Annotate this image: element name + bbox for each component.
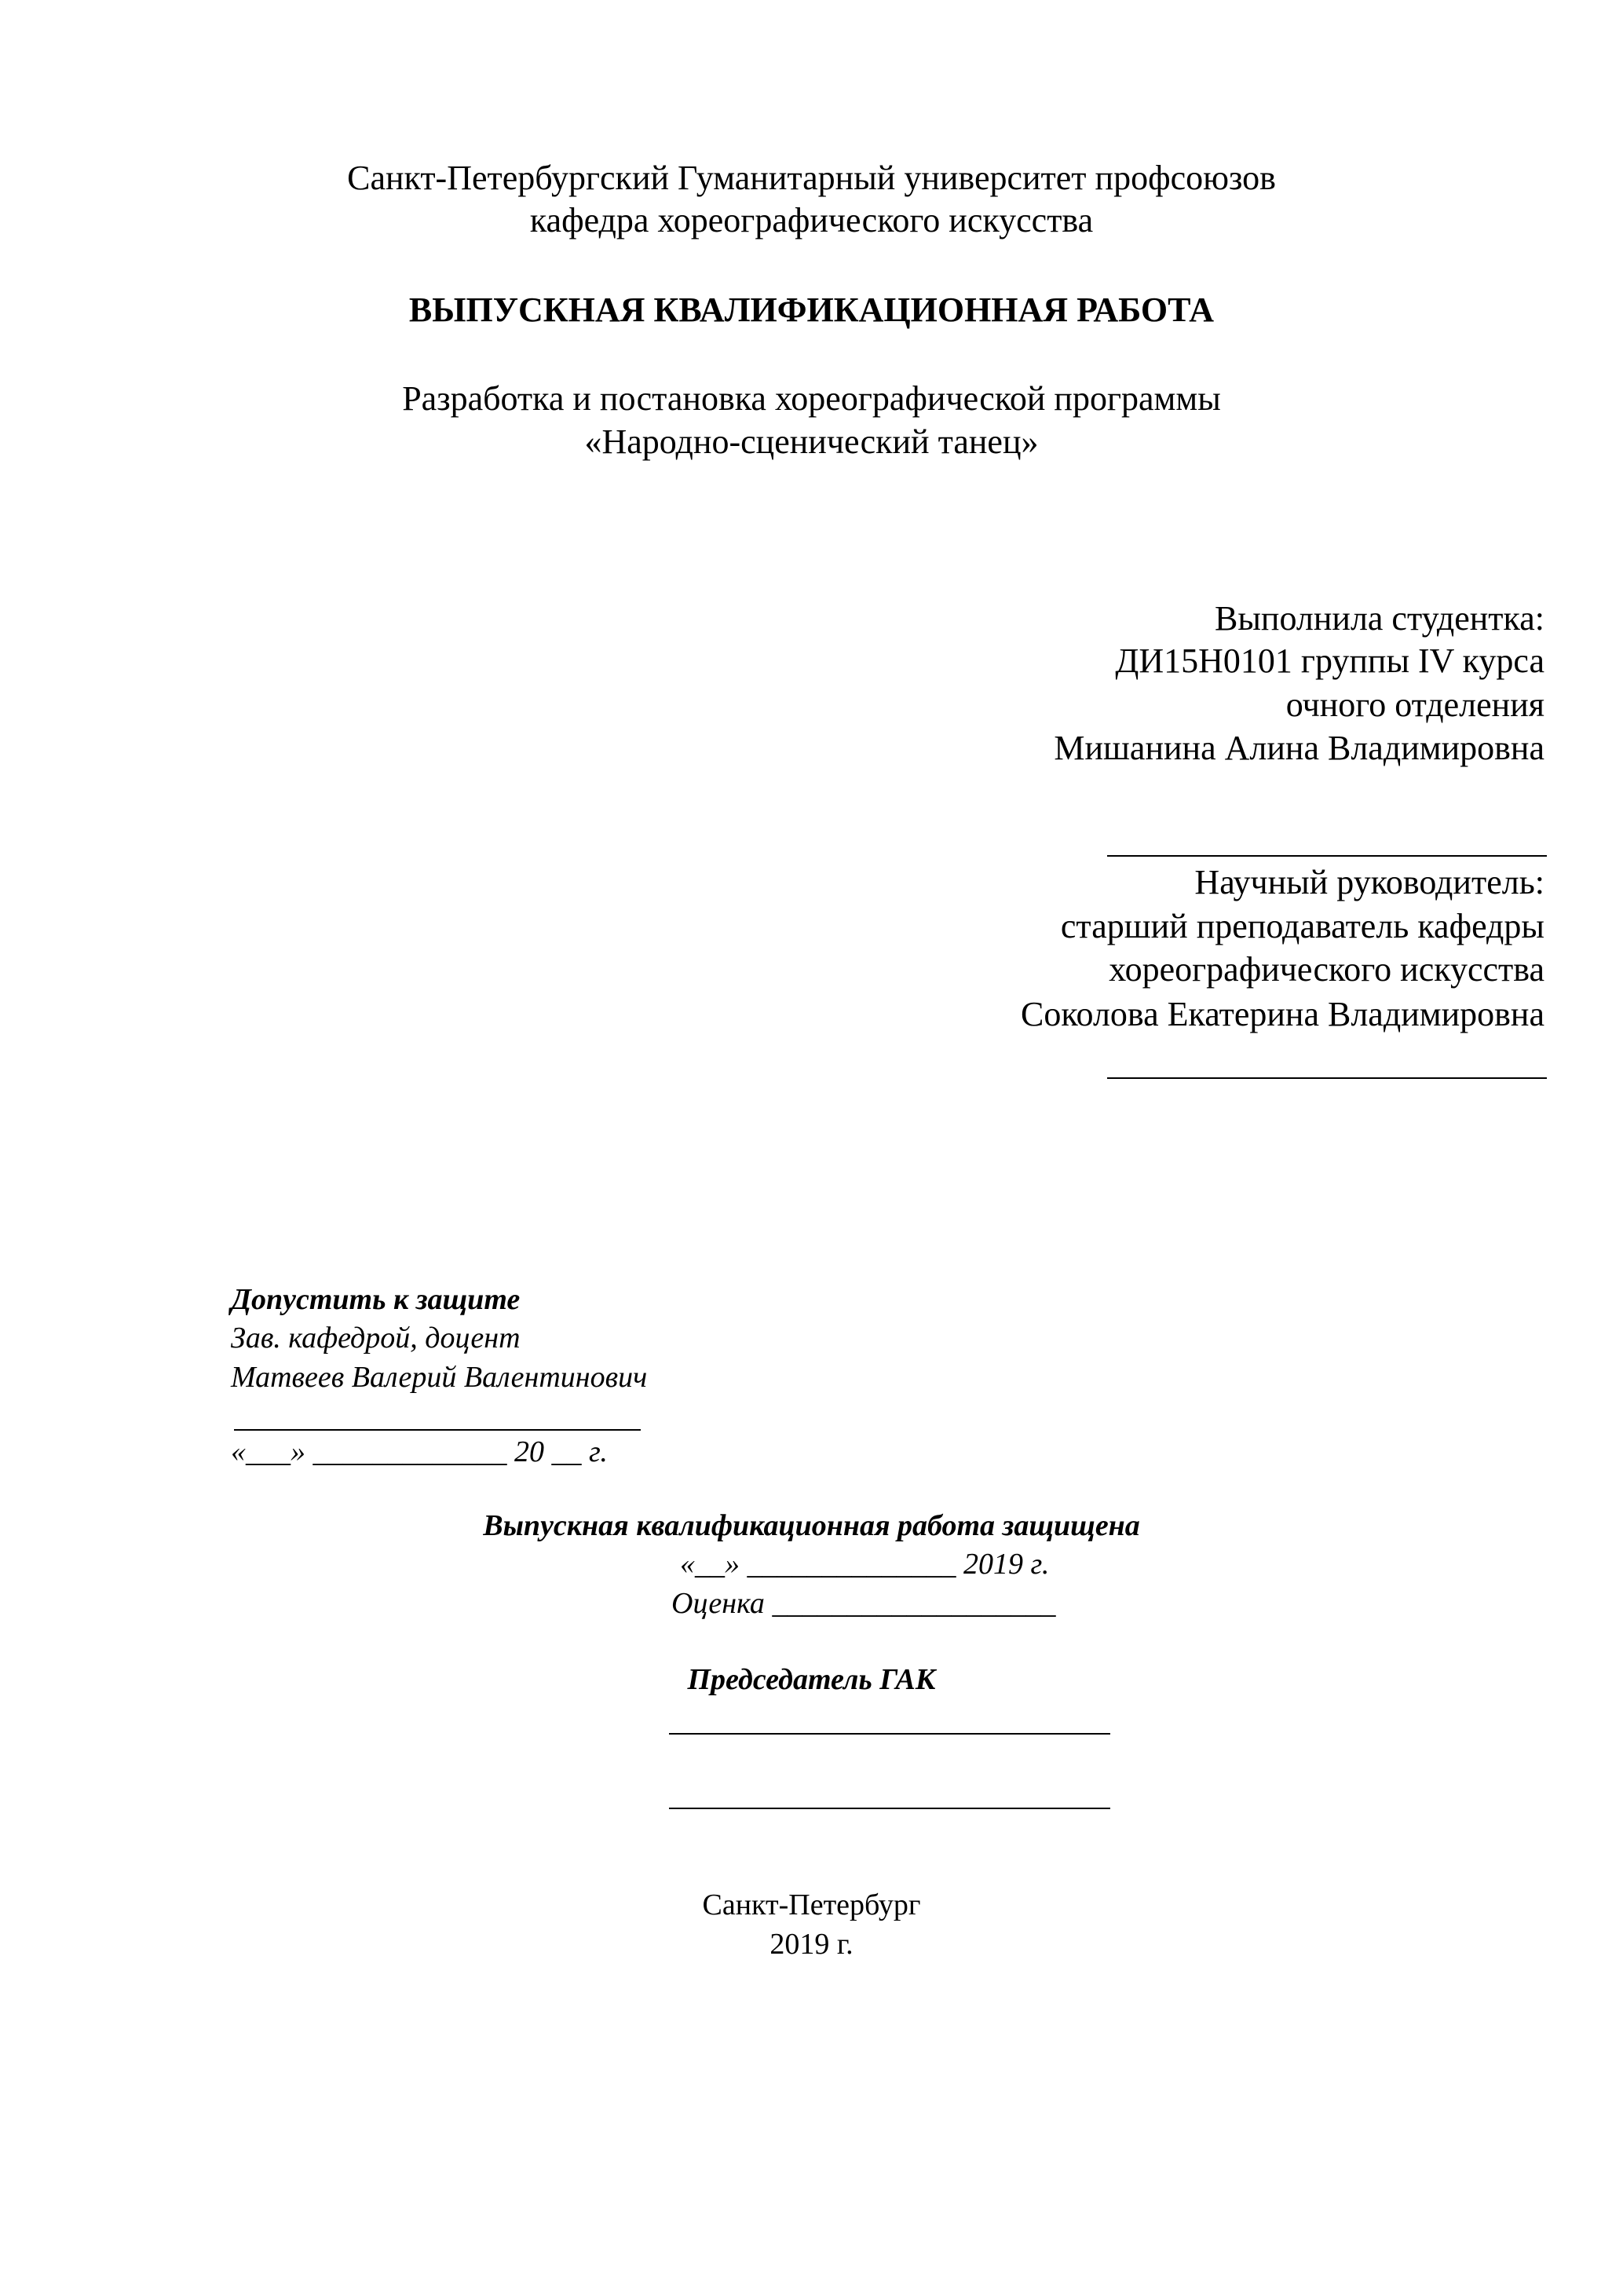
- admission-signature-line: [234, 1429, 641, 1431]
- student-name: Мишанина Алина Владимировна: [1054, 729, 1544, 767]
- footer-year: 2019 г.: [769, 1928, 854, 1961]
- supervisor-name: Соколова Екатерина Владимировна: [1021, 995, 1544, 1033]
- student-signature-line: [1107, 855, 1547, 857]
- gak-signature-line-2: [669, 1808, 1110, 1809]
- university-name: Санкт-Петербургский Гуманитарный университет профсоюзов: [347, 159, 1276, 197]
- admission-title: Допустить к защите: [231, 1283, 521, 1316]
- footer-city: Санкт-Петербург: [702, 1888, 921, 1921]
- work-type-title: ВЫПУСКНАЯ КВАЛИФИКАЦИОННАЯ РАБОТА: [408, 291, 1215, 329]
- supervisor-department: хореографического искусства: [1109, 950, 1544, 989]
- gak-title: Председатель ГАК: [687, 1663, 936, 1696]
- supervisor-signature-line: [1107, 1077, 1547, 1079]
- student-group: ДИ15Н0101 группы IV курса: [1115, 642, 1544, 680]
- defense-title: Выпускная квалификационная работа защищена: [483, 1509, 1140, 1542]
- supervisor-label: Научный руководитель:: [1194, 863, 1544, 901]
- defense-grade-blank: ___________________: [772, 1587, 1056, 1620]
- admission-name: Матвеев Валерий Валентинович: [231, 1361, 648, 1394]
- defense-date-line: «__» ______________ 2019 г.: [680, 1548, 1050, 1581]
- admission-role: Зав. кафедрой, доцент: [231, 1322, 521, 1355]
- department-name: кафедра хореографического искусства: [529, 201, 1094, 239]
- admission-date-line: «___» _____________ 20 __ г.: [231, 1435, 608, 1468]
- student-label: Выполнила студентка:: [1215, 599, 1544, 638]
- defense-grade-row: [671, 1589, 1055, 1618]
- topic-line-1: Разработка и постановка хореографической программы: [402, 379, 1221, 418]
- defense-grade-label: Оценка: [671, 1587, 765, 1620]
- gak-signature-line-1: [669, 1733, 1110, 1735]
- student-form: очного отделения: [1285, 686, 1544, 724]
- topic-line-2: «Народно-сценический танец»: [584, 422, 1039, 461]
- supervisor-position: старший преподаватель кафедры: [1060, 907, 1544, 945]
